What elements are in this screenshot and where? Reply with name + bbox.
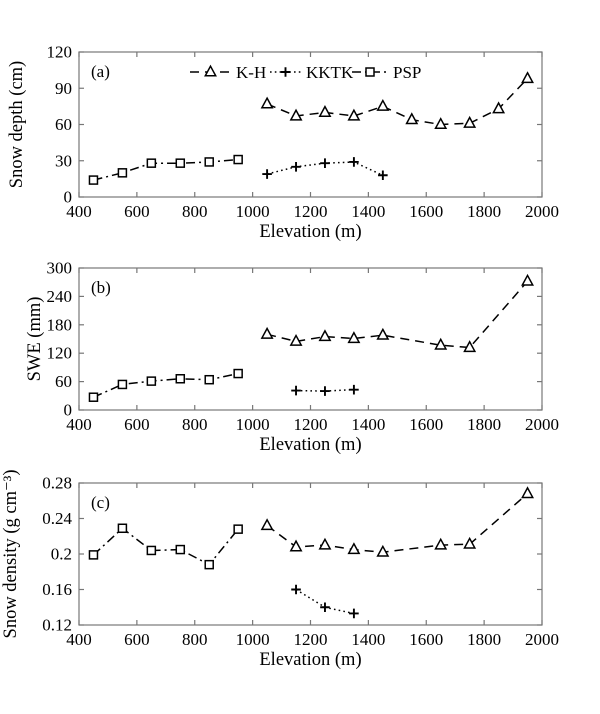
marker-triangle-icon (320, 331, 330, 341)
marker-plus-icon (291, 162, 301, 172)
marker-plus-icon (320, 602, 330, 612)
x-tick-label: 1200 (293, 630, 328, 649)
series-psp (89, 156, 242, 185)
y-tick-label: 30 (55, 151, 72, 171)
marker-triangle-icon (262, 520, 272, 530)
x-tick-label: 1600 (409, 630, 444, 649)
marker-square-icon (176, 159, 184, 167)
marker-triangle-icon (407, 114, 417, 124)
x-tick-label: 1800 (467, 202, 502, 221)
marker-square-icon (176, 546, 184, 554)
panel-letter: (c) (91, 493, 110, 512)
legend-marker-square-icon (366, 68, 374, 76)
legend-label: KKTK (306, 63, 354, 82)
series-psp (89, 524, 242, 568)
y-tick-label: 0.24 (42, 509, 72, 528)
x-tick-label: 1400 (351, 415, 386, 434)
marker-square-icon (89, 393, 97, 401)
y-tick-label: 0.16 (42, 580, 72, 599)
series-kktk (291, 585, 358, 619)
marker-square-icon (118, 524, 126, 532)
y-axis-title: Snow depth (cm) (7, 60, 27, 189)
marker-plus-icon (320, 158, 330, 168)
x-tick-label: 1200 (293, 202, 328, 221)
panel-letter: (a) (91, 62, 110, 81)
marker-triangle-icon (464, 538, 474, 548)
y-tick-label: 120 (46, 42, 72, 62)
marker-plus-icon (349, 609, 359, 619)
y-tick-label: 0 (63, 400, 72, 420)
y-tick-label: 300 (46, 258, 72, 278)
marker-plus-icon (291, 585, 301, 595)
marker-triangle-icon (378, 329, 388, 339)
x-tick-label: 1400 (351, 202, 386, 221)
marker-triangle-icon (378, 101, 388, 111)
marker-triangle-icon (320, 539, 330, 549)
x-axis-title: Elevation (m) (259, 435, 362, 455)
y-tick-label: 240 (46, 286, 72, 306)
y-tick-label: 180 (46, 315, 72, 335)
marker-square-icon (234, 525, 242, 533)
y-tick-label: 60 (55, 115, 72, 134)
x-tick-label: 1000 (235, 415, 270, 434)
y-tick-label: 120 (46, 343, 72, 363)
marker-triangle-icon (320, 107, 330, 117)
axes-box (79, 268, 542, 410)
series-line-psp (94, 528, 239, 564)
marker-plus-icon (349, 157, 359, 167)
marker-triangle-icon (522, 488, 532, 498)
marker-triangle-icon (291, 541, 301, 551)
series-line-k-h (267, 79, 527, 125)
marker-square-icon (234, 156, 242, 164)
legend (190, 63, 421, 82)
legend-marker-plus-icon (281, 67, 291, 77)
series-k-h (262, 275, 533, 351)
x-tick-label: 600 (124, 202, 150, 221)
y-tick-label: 60 (55, 372, 72, 392)
x-tick-label: 600 (124, 415, 150, 434)
x-tick-label: 800 (182, 415, 208, 434)
series-psp (89, 370, 242, 402)
marker-plus-icon (291, 386, 301, 396)
marker-square-icon (118, 380, 126, 388)
panel-a (7, 43, 559, 243)
x-tick-label: 1600 (409, 415, 444, 434)
series-line-k-h (267, 281, 527, 347)
x-tick-label: 800 (182, 630, 208, 649)
marker-triangle-icon (262, 98, 272, 108)
series-line-k-h (267, 494, 527, 553)
y-tick-label: 90 (55, 78, 72, 98)
marker-square-icon (205, 158, 213, 166)
series-kktk (262, 157, 387, 180)
legend-item-psp (352, 63, 421, 82)
y-axis-title: SWE (mm) (25, 296, 45, 382)
x-tick-label: 400 (66, 415, 92, 434)
marker-plus-icon (378, 170, 388, 180)
panel-letter: (b) (91, 278, 111, 297)
x-tick-label: 1600 (409, 202, 444, 221)
marker-square-icon (205, 561, 213, 569)
x-axis-title: Elevation (m) (259, 650, 362, 670)
panel-c (1, 470, 559, 670)
legend-label: PSP (393, 63, 422, 82)
marker-plus-icon (320, 386, 330, 396)
panel-b (25, 259, 559, 456)
y-axis-title: Snow density (g cm⁻³) (1, 469, 21, 639)
x-tick-label: 1800 (467, 415, 502, 434)
y-tick-label: 0 (63, 187, 72, 207)
marker-square-icon (147, 546, 155, 554)
marker-square-icon (118, 169, 126, 177)
x-tick-label: 400 (66, 202, 92, 221)
x-tick-label: 1000 (235, 202, 270, 221)
legend-item-k-h (190, 63, 266, 82)
marker-triangle-icon (522, 73, 532, 83)
marker-square-icon (147, 159, 155, 167)
x-tick-label: 1200 (293, 415, 328, 434)
x-tick-label: 1800 (467, 630, 502, 649)
marker-plus-icon (349, 385, 359, 395)
x-tick-label: 2000 (525, 415, 559, 434)
series-k-h (262, 488, 533, 556)
x-tick-label: 600 (124, 630, 150, 649)
x-tick-label: 800 (182, 202, 208, 221)
legend-label: K-H (236, 63, 267, 82)
series-kktk (291, 385, 358, 396)
marker-square-icon (89, 551, 97, 559)
x-tick-label: 400 (66, 630, 92, 649)
marker-square-icon (176, 375, 184, 383)
y-tick-label: 0.28 (42, 473, 72, 493)
y-tick-label: 0.12 (42, 615, 72, 635)
marker-triangle-icon (436, 119, 446, 129)
marker-square-icon (89, 176, 97, 184)
marker-plus-icon (262, 169, 272, 179)
x-tick-label: 2000 (525, 202, 559, 221)
marker-triangle-icon (262, 328, 272, 338)
y-tick-label: 0.2 (50, 544, 72, 564)
series-line-psp (94, 374, 239, 398)
marker-square-icon (205, 376, 213, 384)
x-tick-label: 1000 (235, 630, 270, 649)
x-tick-label: 1400 (351, 630, 386, 649)
marker-triangle-icon (436, 539, 446, 549)
legend-marker-triangle-icon (205, 66, 215, 76)
legend-item-kktk (270, 63, 354, 82)
x-tick-label: 2000 (525, 630, 559, 649)
marker-triangle-icon (522, 275, 532, 285)
series-line-psp (94, 160, 239, 181)
x-axis-title: Elevation (m) (259, 222, 362, 242)
marker-square-icon (147, 377, 155, 385)
marker-square-icon (234, 370, 242, 378)
